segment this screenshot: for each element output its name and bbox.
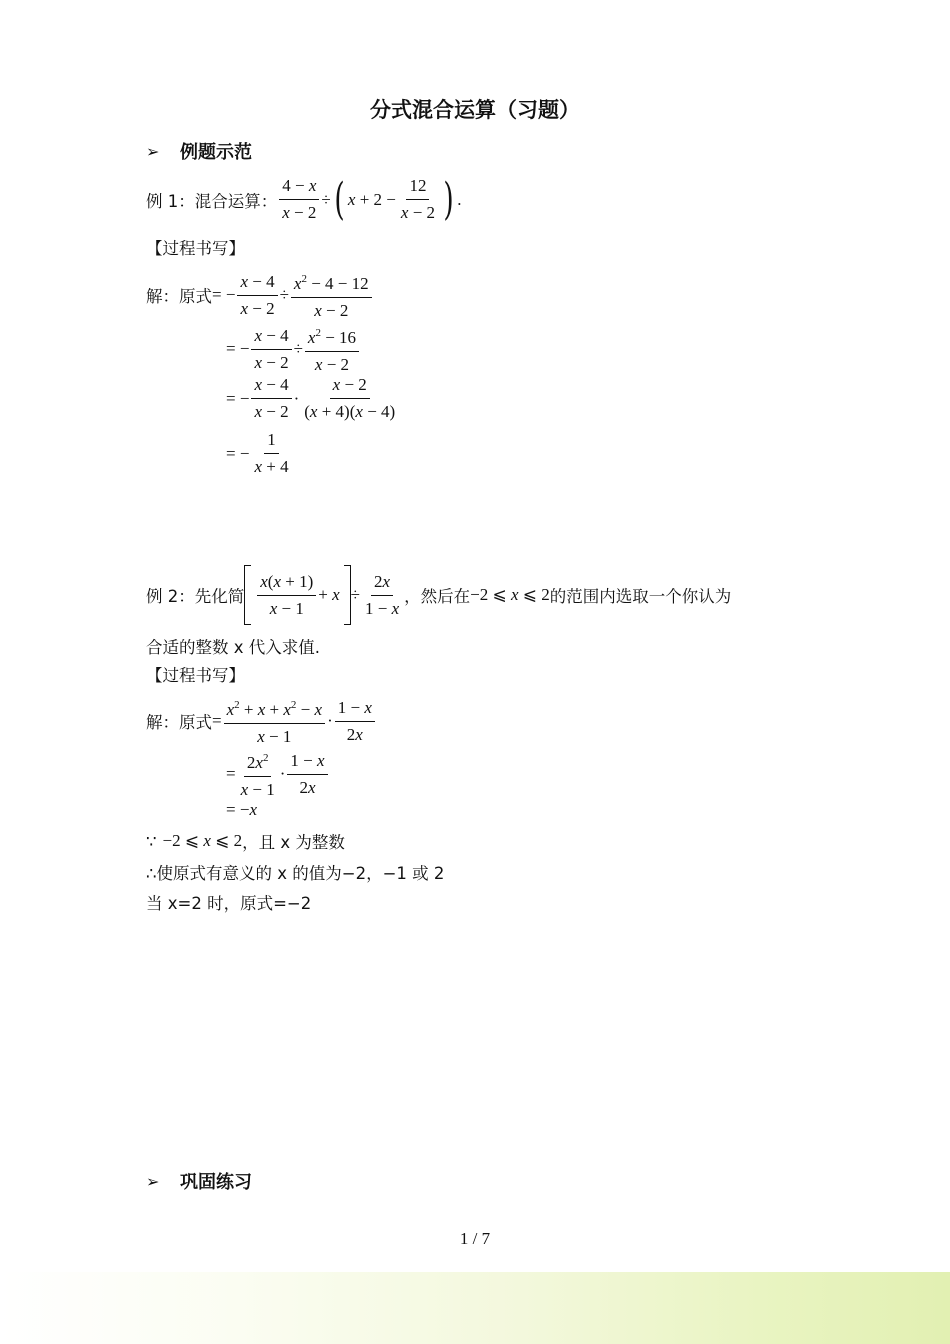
section-heading-examples — [146, 138, 252, 164]
section-label: 例题示范 — [180, 142, 252, 163]
solution-1-step-1 — [146, 268, 374, 322]
solution-prefix: 解：原式 — [146, 713, 212, 732]
fraction: $\frac{x - 2}{(x + 4)(x - 4)}$ — [304, 375, 396, 421]
since-line — [146, 829, 345, 853]
expression: = — [212, 711, 222, 730]
fraction: $\frac{2x^2}{x - 1}$ — [238, 747, 278, 801]
multiply-dot: · — [327, 711, 333, 730]
fraction: $\frac{2x}{1 - x}$ — [365, 571, 400, 618]
since-text: ，且 x 为整数 — [242, 833, 345, 852]
solution-2-step-2 — [226, 747, 330, 801]
multiply-dot: · — [293, 388, 300, 408]
fraction: $\frac{1 - x}{2x}$ — [335, 697, 375, 746]
fraction: $\frac{x^2 - 16}{x - 2}$ — [305, 322, 359, 376]
expression: + x — [318, 585, 340, 604]
solution-1-step-2 — [226, 322, 361, 376]
fraction: $\frac{x^2 - 4 - 12}{x - 2}$ — [291, 268, 372, 322]
fraction: $\frac{x - 4}{x - 2}$ — [251, 374, 291, 423]
right-bracket — [344, 565, 351, 625]
fraction: $\frac{12}{x - 2}$ — [400, 176, 436, 222]
solution-1-step-4 — [226, 429, 294, 478]
right-paren: ) — [443, 173, 454, 225]
expression: = − — [212, 285, 236, 304]
fraction: $\frac{x^2 + x + x^2 - x}{x - 1}$ — [224, 694, 325, 748]
fraction: $\frac{1}{x + 4}$ — [254, 430, 289, 476]
example-1-problem — [146, 175, 461, 224]
example-2-line-2: 合适的整数 x 代入求值. — [146, 638, 320, 657]
solution-1-step-3 — [226, 374, 400, 423]
process-label-1: 【过程书写】 — [146, 239, 245, 258]
text-tail: 的范围内选取一个你认为 — [549, 587, 732, 606]
left-paren: ( — [334, 173, 345, 225]
fraction: $\frac{x - 4}{x - 2}$ — [237, 271, 277, 320]
decorative-footer-band — [0, 1272, 950, 1344]
section-label: 巩固练习 — [180, 1172, 252, 1193]
fraction: $\frac{x(x + 1)}{x - 1}$ — [257, 571, 316, 620]
divide-sign: ÷ — [321, 189, 331, 209]
arrow-bullet-icon: ➢ — [146, 141, 160, 161]
expression: = − — [226, 339, 250, 358]
expression: = − — [226, 388, 250, 408]
arrow-bullet-icon: ➢ — [146, 1171, 160, 1191]
divide-sign: ÷ — [350, 585, 360, 604]
expression: = — [226, 764, 236, 783]
example-1-label: 例 1：混合运算： — [146, 191, 278, 211]
expression: x + 2 − — [347, 189, 396, 209]
inequality: −2 ⩽ x ⩽ 2 — [162, 831, 243, 850]
solution-prefix: 解：原式 — [146, 287, 212, 306]
section-heading-practice — [146, 1168, 252, 1194]
expression: = − — [226, 443, 250, 463]
because-symbol: ∵ — [146, 831, 157, 851]
page-title: 分式混合运算（习题） — [370, 98, 580, 122]
divide-sign: ÷ — [293, 339, 303, 358]
example-2-problem — [146, 565, 731, 625]
multiply-dot: · — [279, 764, 286, 783]
divide-sign: ÷ — [279, 285, 289, 304]
period: . — [457, 189, 462, 209]
solution-2-step-3: = −x — [226, 800, 257, 819]
fraction: $\frac{4 - x}{x - 2}$ — [279, 175, 319, 224]
inequality: −2 ⩽ x ⩽ 2 — [470, 585, 550, 604]
fraction: $\frac{x - 4}{x - 2}$ — [251, 325, 291, 374]
text-mid: ，然后在 — [404, 587, 471, 606]
process-label-2: 【过程书写】 — [146, 666, 245, 685]
page-number: 1 / 7 — [459, 1229, 491, 1248]
fraction: $\frac{1 - x}{2x}$ — [287, 750, 327, 799]
example-2-label: 例 2：先化简 — [146, 587, 245, 606]
solution-2-step-1 — [146, 694, 377, 748]
left-bracket — [244, 565, 251, 625]
therefore-line: ∴使原式有意义的 x 的值为−2，−1 或 2 — [146, 864, 445, 883]
when-line: 当 x=2 时，原式=−2 — [146, 894, 312, 913]
